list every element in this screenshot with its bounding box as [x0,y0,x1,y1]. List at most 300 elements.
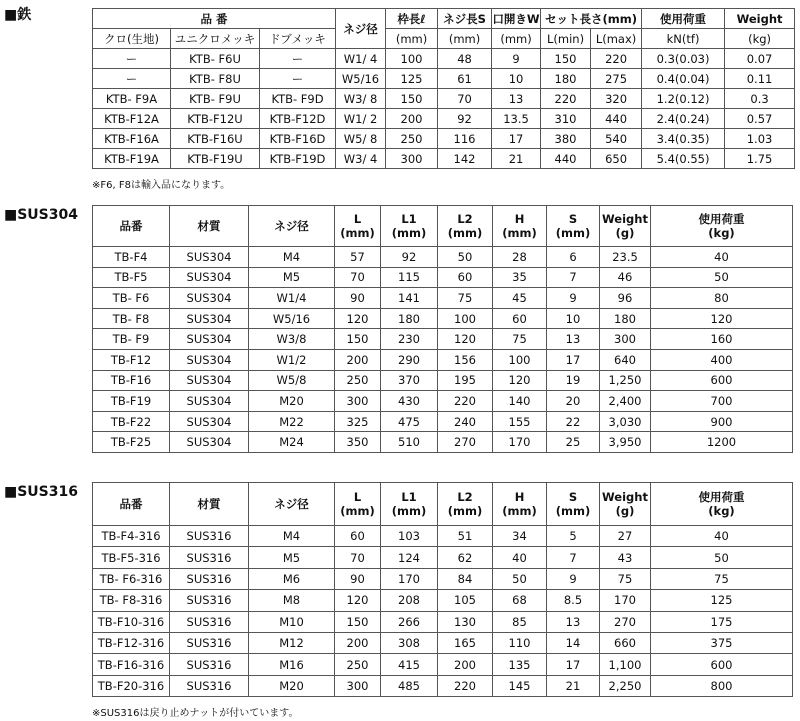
table-cell: 75 [438,288,493,309]
table-cell: W5/8 [249,370,335,391]
table-cell: 90 [335,288,381,309]
table-cell: 150 [541,49,591,69]
table-cell: TB-F20-316 [93,675,170,696]
table-cell: 180 [381,308,438,329]
table-cell: W3/ 4 [336,149,386,169]
header-material: 材質 [170,206,249,247]
header-set-length: セット長さ(mm) [541,9,642,29]
header-l1: L1 (mm) [381,206,438,247]
header-h: H (mm) [493,206,547,247]
table-cell: 195 [438,370,493,391]
table-cell: KTB-F16A [93,129,171,149]
table-cell: KTB- F9A [93,89,171,109]
table-cell: 350 [335,432,381,453]
table-cell: TB-F19 [93,391,170,412]
table-cell: 19 [547,370,600,391]
header-s: S (mm) [547,483,600,526]
table-cell: SUS304 [170,308,249,329]
table-cell: M4 [249,526,335,547]
table-cell: 100 [386,49,438,69]
table-cell: SUS316 [170,526,249,547]
table-cell: KTB- F6U [171,49,260,69]
table-cell: 180 [541,69,591,89]
table-cell: 200 [438,654,493,675]
table-cell: TB-F4-316 [93,526,170,547]
table-cell: 13.5 [492,109,541,129]
table-cell: 7 [547,547,600,568]
table-cell: 105 [438,590,493,611]
header-load: 使用荷重 (kg) [651,206,793,247]
header-h: H (mm) [493,483,547,526]
header-product-no: 品番 [93,483,170,526]
header-load: 使用荷重 [642,9,725,29]
sus316-section-title: ■SUS316 [4,484,78,500]
table-cell: KTB-F12U [171,109,260,129]
table-cell: 17 [492,129,541,149]
header-lmax: L(max) [591,29,642,49]
table-cell: 70 [335,547,381,568]
table-cell: W5/16 [249,308,335,329]
sus316-spec-table [92,482,793,697]
table-cell: 27 [600,526,651,547]
header-opening: 口開きW [492,9,541,29]
header-thread-length-unit: (mm) [438,29,492,49]
table-cell: SUS304 [170,349,249,370]
table-row [93,675,793,696]
table-cell: 1.75 [725,149,795,169]
table-cell: 45 [493,288,547,309]
table-cell: W1/4 [249,288,335,309]
table-cell: 325 [335,411,381,432]
table-cell: KTB-F12D [260,109,336,129]
table-cell: 310 [541,109,591,129]
table-cell: TB-F4 [93,247,170,268]
header-material: 材質 [170,483,249,526]
table-cell: 220 [591,49,642,69]
table-cell: 650 [591,149,642,169]
table-cell: 2,400 [600,391,651,412]
table-cell: SUS304 [170,432,249,453]
table-cell: KTB- F9D [260,89,336,109]
table-cell: SUS316 [170,547,249,568]
table-cell: 120 [438,329,493,350]
table-cell: 13 [547,611,600,632]
table-cell: 48 [438,49,492,69]
header-frame-length-unit: (mm) [386,29,438,49]
table-cell: 150 [335,611,381,632]
table-cell: 208 [381,590,438,611]
table-cell: 6 [547,247,600,268]
table-cell: SUS316 [170,568,249,589]
table-cell: 415 [381,654,438,675]
table-cell: 40 [651,247,793,268]
table-cell: 22 [547,411,600,432]
table-cell: 23.5 [600,247,651,268]
table-cell: KTB- F9U [171,89,260,109]
header-frame-length: 枠長ℓ [386,9,438,29]
table-cell: 115 [381,267,438,288]
table-cell: 8.5 [547,590,600,611]
table-cell: ー [93,49,171,69]
table-cell: W3/8 [249,329,335,350]
table-cell: 640 [600,349,651,370]
table-row [93,129,795,149]
table-cell: KTB-F16D [260,129,336,149]
table-cell: TB- F8 [93,308,170,329]
table-cell: 0.07 [725,49,795,69]
table-cell: M22 [249,411,335,432]
table-cell: 75 [600,568,651,589]
table-row [93,432,793,453]
header-l: L (mm) [335,206,381,247]
header-dobu: ドブメッキ [260,29,336,49]
table-cell: TB- F6 [93,288,170,309]
table-cell: W1/ 4 [336,49,386,69]
table-cell: 116 [438,129,492,149]
table-cell: KTB-F19U [171,149,260,169]
table-cell: ー [260,49,336,69]
table-cell: KTB- F8U [171,69,260,89]
table-cell: 440 [541,149,591,169]
table-cell: 1,250 [600,370,651,391]
table-cell: 230 [381,329,438,350]
table-cell: 96 [600,288,651,309]
table-cell: M10 [249,611,335,632]
table-cell: 60 [335,526,381,547]
table-cell: 57 [335,247,381,268]
table-cell: 150 [335,329,381,350]
table-row [93,109,795,129]
table-cell: 50 [493,568,547,589]
table-cell: 21 [492,149,541,169]
table-cell: 9 [547,568,600,589]
table-cell: 150 [386,89,438,109]
table-cell: 220 [438,391,493,412]
table-cell: 370 [381,370,438,391]
table-cell: W1/2 [249,349,335,370]
table-cell: 2.4(0.24) [642,109,725,129]
table-cell: SUS316 [170,611,249,632]
table-cell: 75 [651,568,793,589]
table-cell: 40 [651,526,793,547]
table-cell: 17 [547,349,600,370]
table-cell: SUS304 [170,370,249,391]
table-cell: TB-F16 [93,370,170,391]
table-cell: 308 [381,632,438,653]
table-cell: W3/ 8 [336,89,386,109]
table-cell: 300 [335,391,381,412]
table-cell: 320 [591,89,642,109]
table-cell: 175 [651,611,793,632]
header-l2: L2 (mm) [438,483,493,526]
table-cell: 10 [492,69,541,89]
table-cell: 430 [381,391,438,412]
table-row [93,632,793,653]
table-cell: 3,950 [600,432,651,453]
table-cell: 300 [335,675,381,696]
table-cell: SUS304 [170,391,249,412]
table-cell: 275 [591,69,642,89]
table-cell: 5.4(0.55) [642,149,725,169]
iron-section-title: ■鉄 [4,7,32,23]
iron-note: ※F6, F8は輸入品になります。 [92,180,231,191]
table-cell: TB- F9 [93,329,170,350]
sus304-spec-table [92,205,793,453]
table-cell: M20 [249,391,335,412]
table-cell: 200 [335,632,381,653]
table-cell: 80 [651,288,793,309]
table-cell: SUS316 [170,654,249,675]
sus304-section-title: ■SUS304 [4,207,78,223]
table-cell: 51 [438,526,493,547]
table-cell: M24 [249,432,335,453]
header-thread-length: ネジ長S [438,9,492,29]
table-cell: 7 [547,267,600,288]
table-row [93,526,793,547]
table-row [93,89,795,109]
table-cell: 43 [600,547,651,568]
table-cell: 3.4(0.35) [642,129,725,149]
table-cell: 90 [335,568,381,589]
table-cell: 250 [335,654,381,675]
table-cell: 1,100 [600,654,651,675]
table-cell: 60 [438,267,493,288]
table-cell: 270 [438,432,493,453]
header-l1: L1 (mm) [381,483,438,526]
table-cell: 13 [547,329,600,350]
table-cell: ー [260,69,336,89]
table-cell: 440 [591,109,642,129]
table-cell: ー [93,69,171,89]
table-row [93,329,793,350]
table-cell: 62 [438,547,493,568]
table-row [93,547,793,568]
table-row [93,611,793,632]
table-row [93,288,793,309]
table-cell: KTB-F16U [171,129,260,149]
table-cell: 0.57 [725,109,795,129]
table-row [93,267,793,288]
table-cell: KTB-F12A [93,109,171,129]
table-cell: 170 [381,568,438,589]
table-row [93,568,793,589]
table-cell: 9 [547,288,600,309]
table-cell: 1.2(0.12) [642,89,725,109]
table-cell: 70 [335,267,381,288]
table-cell: M5 [249,267,335,288]
table-cell: 140 [493,391,547,412]
table-cell: 400 [651,349,793,370]
table-cell: 700 [651,391,793,412]
table-cell: TB-F16-316 [93,654,170,675]
table-cell: TB-F25 [93,432,170,453]
table-cell: 70 [438,89,492,109]
table-cell: TB-F12-316 [93,632,170,653]
table-cell: SUS316 [170,632,249,653]
table-cell: 1200 [651,432,793,453]
table-cell: 300 [600,329,651,350]
table-cell: 142 [438,149,492,169]
table-cell: 600 [651,654,793,675]
table-cell: SUS316 [170,590,249,611]
table-row [93,247,793,268]
header-weight: Weight [725,9,795,29]
table-cell: 155 [493,411,547,432]
table-cell: 92 [381,247,438,268]
table-cell: M12 [249,632,335,653]
table-cell: 900 [651,411,793,432]
iron-spec-table [92,8,795,169]
table-cell: 141 [381,288,438,309]
table-row [93,69,795,89]
table-cell: 220 [438,675,493,696]
table-cell: W5/ 8 [336,129,386,149]
table-cell: 34 [493,526,547,547]
table-cell: 0.3(0.03) [642,49,725,69]
table-cell: W1/ 2 [336,109,386,129]
table-cell: 0.11 [725,69,795,89]
table-cell: 135 [493,654,547,675]
table-cell: 84 [438,568,493,589]
sus316-note: ※SUS316は戻り止めナットが付いています。 [92,708,299,719]
table-cell: KTB-F19A [93,149,171,169]
table-cell: 200 [386,109,438,129]
header-thread: ネジ径 [336,9,386,49]
table-cell: 17 [547,654,600,675]
table-cell: 120 [493,370,547,391]
header-l: L (mm) [335,483,381,526]
table-cell: TB- F8-316 [93,590,170,611]
table-cell: 290 [381,349,438,370]
table-cell: 0.4(0.04) [642,69,725,89]
table-cell: 240 [438,411,493,432]
header-product-no: 品 番 [93,9,336,29]
table-row [93,411,793,432]
table-cell: 110 [493,632,547,653]
table-cell: TB-F12 [93,349,170,370]
table-cell: 170 [600,590,651,611]
table-cell: 160 [651,329,793,350]
table-cell: 100 [493,349,547,370]
table-cell: M5 [249,547,335,568]
table-cell: 50 [651,267,793,288]
table-cell: M16 [249,654,335,675]
table-cell: 92 [438,109,492,129]
table-cell: 220 [541,89,591,109]
table-cell: 485 [381,675,438,696]
table-row [93,590,793,611]
table-cell: 1.03 [725,129,795,149]
table-cell: 165 [438,632,493,653]
table-cell: 120 [651,308,793,329]
table-cell: 75 [493,329,547,350]
table-cell: 50 [438,247,493,268]
table-row [93,49,795,69]
table-cell: 250 [386,129,438,149]
table-cell: 60 [493,308,547,329]
table-cell: 40 [493,547,547,568]
header-lmin: L(min) [541,29,591,49]
table-cell: 660 [600,632,651,653]
table-cell: SUS304 [170,329,249,350]
table-cell: M8 [249,590,335,611]
table-cell: 103 [381,526,438,547]
header-weight-unit: (kg) [725,29,795,49]
table-cell: 170 [493,432,547,453]
table-cell: 10 [547,308,600,329]
header-thread: ネジ径 [249,483,335,526]
table-cell: 100 [438,308,493,329]
header-load: 使用荷重 (kg) [651,483,793,526]
table-cell: 266 [381,611,438,632]
table-cell: M20 [249,675,335,696]
table-cell: 5 [547,526,600,547]
table-cell: TB-F5 [93,267,170,288]
table-row [93,308,793,329]
table-cell: 14 [547,632,600,653]
table-cell: 68 [493,590,547,611]
table-cell: 180 [600,308,651,329]
table-cell: 46 [600,267,651,288]
table-cell: 20 [547,391,600,412]
table-cell: KTB-F19D [260,149,336,169]
table-cell: 21 [547,675,600,696]
table-row [93,370,793,391]
header-unichrome: ユニクロメッキ [171,29,260,49]
table-cell: 380 [541,129,591,149]
table-cell: 540 [591,129,642,149]
header-s: S (mm) [547,206,600,247]
table-cell: 124 [381,547,438,568]
table-cell: 13 [492,89,541,109]
table-cell: 61 [438,69,492,89]
table-cell: 9 [492,49,541,69]
table-cell: W5/16 [336,69,386,89]
header-thread: ネジ径 [249,206,335,247]
header-l2: L2 (mm) [438,206,493,247]
table-cell: 475 [381,411,438,432]
table-cell: 125 [386,69,438,89]
table-row [93,349,793,370]
table-cell: TB-F22 [93,411,170,432]
table-cell: M4 [249,247,335,268]
header-weight: Weight (g) [600,483,651,526]
table-cell: SUS304 [170,288,249,309]
table-cell: 35 [493,267,547,288]
header-opening-unit: (mm) [492,29,541,49]
table-cell: 28 [493,247,547,268]
table-cell: 50 [651,547,793,568]
table-cell: 25 [547,432,600,453]
table-cell: 270 [600,611,651,632]
table-cell: 3,030 [600,411,651,432]
table-cell: 85 [493,611,547,632]
table-row [93,149,795,169]
table-cell: 375 [651,632,793,653]
table-cell: 2,250 [600,675,651,696]
table-row [93,654,793,675]
header-weight: Weight (g) [600,206,651,247]
table-cell: SUS304 [170,267,249,288]
table-cell: 300 [386,149,438,169]
table-cell: SUS304 [170,247,249,268]
table-cell: 156 [438,349,493,370]
table-cell: TB-F10-316 [93,611,170,632]
table-cell: 250 [335,370,381,391]
table-cell: 0.3 [725,89,795,109]
table-row [93,391,793,412]
header-product-no: 品番 [93,206,170,247]
